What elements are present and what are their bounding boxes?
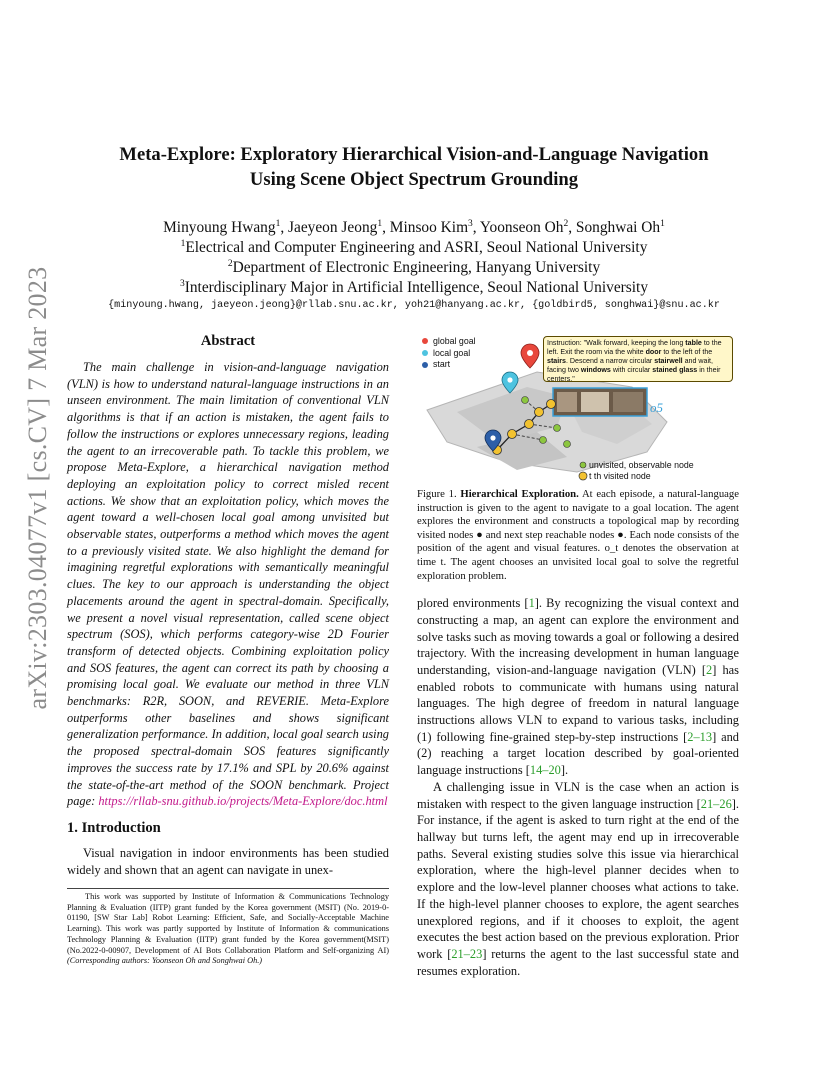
project-page-link[interactable]: https://rllab-snu.github.io/projects/Meta-Explore/doc.html — [98, 794, 388, 809]
affiliation-3 — [60, 278, 768, 298]
author-2: , Jaeyeon Jeong — [280, 219, 378, 236]
unvisited-node-4 — [564, 441, 571, 448]
instruction-box — [543, 336, 733, 382]
citation-link[interactable]: 21–23 — [451, 946, 483, 961]
instr-table: table — [685, 339, 702, 347]
p1-t2: ]. By recognizing the visual context and constructing a map, an agent can explore the environment and solve tasks such as moving towards a goal or following a desired trajectory. With the increasing development in human language understanding, vision-and-language navigation (VLN) [ — [417, 596, 739, 677]
instr-glass: stained glass — [652, 366, 698, 375]
instr-t3: to the left of the — [661, 348, 713, 357]
instr-stairwell: stairwell — [654, 357, 683, 366]
legend-local-icon — [422, 350, 428, 356]
affiliation-1 — [60, 238, 768, 258]
aff2-text: Department of Electronic Engineering, Hanyang University — [232, 259, 601, 276]
arxiv-stamp — [8, 266, 68, 710]
author-list — [60, 218, 768, 238]
author-emails: {minyoung.hwang, jaeyeon.jeong}@rllab.snu.ac.kr, yoh21@hanyang.ac.kr, {goldbird5, songhwai}@snu.ac.kr — [108, 300, 720, 311]
arxiv-stamp-text: arXiv:2303.04077v1 [cs.CV] 7 Mar 2023 — [23, 266, 52, 710]
title-line-1: Meta-Explore: Exploratory Hierarchical Vision-and-Language Navigation — [119, 144, 709, 165]
footnote-body: This work was supported by Institute of Information & Communications Technology Planning & Evaluation (IITP) grant funded by the Korea government (MSIT) (No. 2019-0-01190, [SW Star Lab] Robot Learning: Efficient, Safe, and Socially-Acceptable Machine Learning). This work was partly supported by Institute of Information & communications Technology Planning & Evaluation (IITP) grant funded by the Korea government(MSIT) (No.2022-0-00907, Development of AI Bots Collaboration Platform and Self-organizing AI) — [67, 892, 389, 955]
aff3-text: Interdisciplinary Major in Artificial Intelligence, Seoul National University — [184, 279, 649, 296]
p2-t2: ]. For instance, if the agent is asked to turn right at the end of the hallway but turns left, the agent may end up in irrecoverable paths. Several existing studies solve this issue via hierarchical exploration, where the high-level planner decides when to explore and the low-level planner chooses what actions to take. If the high-level planner chooses to explore, the agent searches unexplored regions, and if it chooses to exploit, the agent executes the best action based on the previous exploration. Prior work [ — [417, 796, 739, 961]
citation-link[interactable]: 14–20 — [529, 763, 561, 778]
caption-label: Figure 1. — [417, 488, 457, 500]
paragraph-challenging-issue — [417, 779, 739, 979]
intro-paragraph: Visual navigation in indoor environments has been studied widely and shown that an agent can navigate in unex- — [67, 845, 389, 877]
left-column — [67, 332, 389, 878]
aff3-sup: 3 — [179, 278, 185, 289]
figure-1 — [417, 332, 739, 482]
paper-title — [60, 142, 768, 192]
instr-t6: with circular — [610, 366, 653, 375]
abstract-body — [67, 359, 389, 810]
visited-node-5 — [547, 400, 556, 409]
instr-t2: to the left. Exit the room via the white — [547, 339, 722, 357]
author-3: , Minsoo Kim — [382, 219, 469, 236]
observation-label: o5 — [650, 400, 663, 415]
p1-t5: ]. — [560, 763, 569, 778]
figure-legend-nodes — [589, 460, 694, 482]
aff1-sup: 1 — [180, 238, 186, 249]
right-column — [417, 332, 739, 979]
p1-t4: ] and (2) reaching a target location described by goal-oriented language instructions [ — [417, 729, 739, 778]
footnote-text — [67, 892, 389, 967]
visited-node-4 — [535, 408, 544, 417]
abstract-text: The main challenge in vision-and-language navigation (VLN) is how to understand natural-language instructions in an unseen environment. The main limitation of conventional VLN algorithms is that if an action is mistaken, the agent fails to follow the instructions or explores unnecessary regions, leading the agent to an irrecoverable path. To tackle this problem, we propose Meta-Explore, a hierarchical navigation method deploying an exploitation policy to correct misled recent actions. We show that an exploitation policy, which moves the agent toward a well-chosen local goal among unvisited but observable states, outperforms a method which moves the agent to a previously visited state. We also highlight the demand for imagining regretful explorations with semantically meaningful clues. The key to our approach is understanding the object placements around the agent in spectral-domain. Specifically, we present a novel visual representation, called scene object spectrum (SOS), which performs category-wise 2D Fourier transform of detected objects. Combining exploitation policy and SOS features, the agent can correct its path by choosing a promising local goal. We evaluate our method in three VLN benchmarks: R2R, SOON, and REVERIE. Meta-Explore outperforms other baselines and shows significant generalization performance. In addition, local goal search using the proposed spectral-domain SOS features significantly improves the success rate by 17.1% and SPL by 20.6% against the state-of-the-art method of the SOON benchmark. Project page: — [67, 360, 389, 809]
aff1-text: Electrical and Computer Engineering and ASRI, Seoul National University — [185, 239, 648, 256]
visited-node-3 — [525, 420, 534, 429]
visited-node-2 — [508, 430, 517, 439]
legend-global-icon — [422, 338, 428, 344]
instr-t1: Instruction: "Walk forward, keeping the long — [547, 339, 686, 347]
instr-door: door — [645, 348, 662, 357]
aff2-sup: 2 — [227, 258, 233, 269]
legend-start-label: start — [433, 359, 451, 370]
unvisited-node-3 — [522, 397, 529, 404]
p1-t3: ] has enabled robots to communicate with humans using natural languages. The high degree of freedom in natural language instructions allows VLN to expand to various tasks, including (1) following fine-grained step-by-step instructions [ — [417, 662, 739, 744]
instr-t5: and wait, facing two — [547, 357, 714, 375]
footnote — [67, 888, 389, 967]
title-line-2: Using Scene Object Spectrum Grounding — [249, 169, 579, 190]
observation-panel-3 — [613, 392, 643, 412]
p2-t3: ] returns the agent to the last successful state and resumes exploration. — [417, 946, 739, 978]
citation-link[interactable]: 1 — [528, 596, 535, 611]
legend-visited-icon — [579, 472, 587, 480]
p2-t1: A challenging issue in VLN is the case when an action is mistaken with respect to the given language instruction [ — [417, 779, 739, 811]
global-goal-pin — [521, 344, 539, 368]
author-2-sup: 1 — [377, 218, 383, 229]
citation-link[interactable]: 2 — [706, 662, 713, 677]
legend-local-label: local goal — [433, 347, 471, 358]
author-1-sup: 1 — [275, 218, 281, 229]
author-3-sup: 3 — [468, 218, 473, 229]
citation-link[interactable]: 21–26 — [700, 796, 732, 811]
author-block — [60, 218, 768, 298]
observation-panel-2 — [581, 392, 609, 412]
legend-unvisited-label: unvisited, observable node — [589, 460, 694, 470]
observation-panel-1 — [557, 392, 577, 412]
section-heading-introduction: 1. Introduction — [67, 819, 161, 836]
figure-1-caption — [417, 488, 739, 583]
author-1: Minyoung Hwang — [163, 219, 276, 236]
abstract-heading: Abstract — [200, 333, 256, 349]
legend-start-icon — [422, 362, 428, 368]
instr-t4: . Descend a narrow circular — [565, 357, 655, 366]
citation-link[interactable]: 2–13 — [687, 729, 713, 744]
caption-text: At each episode, a natural-language instruction is given to the agent to navigate to a goal location. The agent explores the environment and constructs a topological map by recording visited nodes ● and next step reachable nodes ●. Each node consists of the position of the agent and visual features. o_t denotes the observation at time t. The agent chooses an unvisited local goal to solve the regretful exploration problem. — [417, 488, 739, 582]
author-4-sup: 2 — [563, 218, 569, 229]
unvisited-node-2 — [554, 425, 561, 432]
legend-unvisited-icon — [580, 462, 586, 468]
p1-t1: plored environments [ — [417, 596, 529, 611]
caption-title: Hierarchical Exploration. — [460, 488, 579, 500]
instr-stairs: stairs — [547, 357, 566, 366]
paragraph-explored-environments — [417, 595, 739, 779]
legend-global-label: global goal — [433, 336, 476, 346]
author-5-sup: 1 — [660, 218, 665, 229]
instr-t7: in their centers." — [547, 366, 721, 384]
figure-legend-pins — [433, 336, 476, 371]
instr-windows: windows — [580, 366, 611, 375]
author-5: , Songhwai Oh — [568, 219, 661, 236]
right-body-text — [417, 595, 739, 979]
author-4: , Yoonseon Oh — [472, 219, 564, 236]
legend-visited-label: t th visited node — [589, 471, 651, 482]
unvisited-node-1 — [540, 437, 547, 444]
footnote-corresponding: (Corresponding authors: Yoonseon Oh and Songhwai Oh.) — [67, 956, 263, 966]
affiliation-2 — [60, 258, 768, 278]
